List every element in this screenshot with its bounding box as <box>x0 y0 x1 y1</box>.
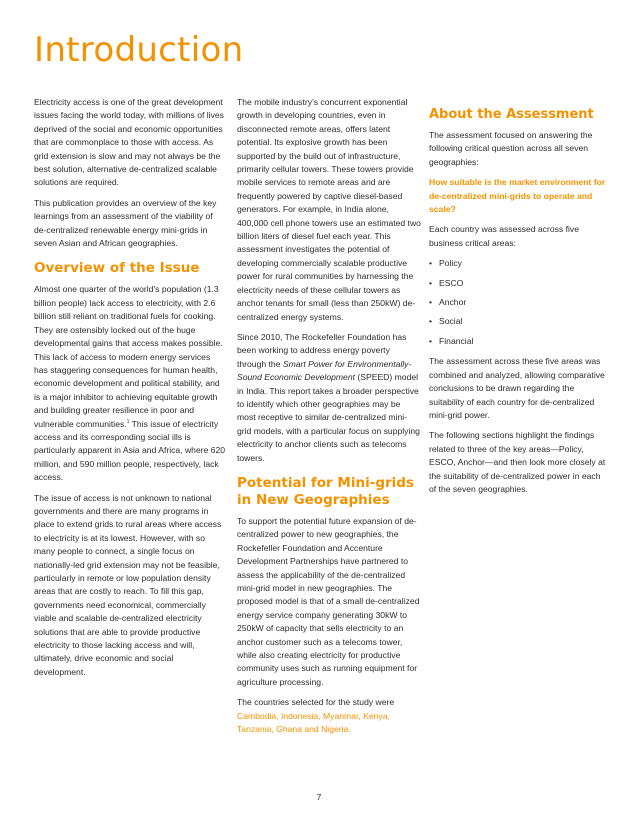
area-label: ESCO <box>439 277 464 288</box>
rockefeller-paragraph <box>237 331 421 465</box>
area-label: Financial <box>439 335 474 346</box>
assessment-focus-paragraph: The assessment focused on answering the following critical question across all seven geographies: <box>429 130 593 167</box>
overview-heading: Overview of the Issue <box>34 260 200 277</box>
list-item <box>429 257 609 270</box>
list-item <box>429 296 609 309</box>
expansion-paragraph: To support the potential future expansion of de-centralized power to new geographies, the Rockefeller Foundation and Accenture Development Partnerships have partnered to assess the applicability of the de-centralized mini-grid model in new geographies. The proposed model is that of a small de-centralized energy service company generating 30kW to 250kW of capacity that sells electricity to an anchor customer such as a telecoms tower, while also creating electricity for productive community uses such as running equipment for agriculture processing. <box>237 515 420 687</box>
list-item <box>429 315 609 328</box>
intro-paragraph-2: This publication provides an overview of the key learnings from an assessment of the viability of de-centralized renewable energy mini-grids in seven Asian and African geographies. <box>34 197 217 249</box>
mobile-industry-paragraph: The mobile industry’s concurrent exponential growth in developing countries, even in disconnected remote areas, offers latent potential. Its explosive growth has been supported by the build out of infrastructure, primarily cellular towers. These towers provide mobile services to remote areas and are frequently powered by captive diesel-based generators. For example, in India alone, 400,000 cell phone towers use an estimated two billion liters of diesel fuel each year. This assessment investigates the potential of developing commercially scalable productive power for rural communities by harnessing the electricity needs of these cellular towers as anchor tenants for small (less than 250kW) de-centralized energy systems. <box>237 97 421 322</box>
area-label: Policy <box>439 258 462 269</box>
column-left <box>34 96 226 686</box>
rockefeller-text-b: (SPEED) model in India. This report takes a broader perspective to identify which other geographies may be most receptive to similar de-centralized mini-grid models, with a particular focus on supplying electricity to anchor clients such as telecoms towers. <box>237 372 420 463</box>
critical-areas-list <box>429 257 609 348</box>
bullet-icon: • <box>429 297 433 308</box>
countries-paragraph <box>237 696 421 736</box>
bullet-icon: • <box>429 258 433 269</box>
bullet-icon: • <box>429 335 433 346</box>
overview-paragraph-1 <box>34 283 226 484</box>
page-title: Introduction <box>34 30 244 70</box>
column-right <box>429 96 609 503</box>
area-label: Anchor <box>439 297 467 308</box>
rockefeller-text-a: Since 2010, The Rockefeller Foundation has been working to address energy poverty through the <box>237 331 407 369</box>
overview-paragraph-2: The issue of access is not unknown to national governments and there are many programs in place to extend grids to rural areas where access to electricity is at its lowest. However, with so many people to connect, a single focus on nationally-led grid extension may not be feasible, particularly in remote or low population density areas that are costly to reach. To fill this gap, governments need economical, commercially viable and scalable de-centralized electricity solutions that are able to provide productive electricity to those lacking access and will, ultimately, drive economic and social development. <box>34 492 222 677</box>
key-question: How suitable is the market environment for de-centralized mini-grids to operate and scale? <box>429 177 606 215</box>
potential-heading: Potential for Mini-grids in New Geographies <box>237 474 414 508</box>
bullet-icon: • <box>429 277 433 288</box>
area-label: Social <box>439 316 463 327</box>
combined-analysis-paragraph: The assessment across these five areas was combined and analyzed, allowing comparative conclusions to be drawn regarding the suitability of each country for de-centralized mini-grid power. <box>429 356 605 420</box>
areas-intro: Each country was assessed across five business critical areas: <box>429 224 579 248</box>
about-heading: About the Assessment <box>429 107 594 122</box>
speed-model-name: Smart Power for Environmentally-Sound Economic Development <box>237 358 412 383</box>
findings-paragraph: The following sections highlight the findings related to three of the key areas—Policy, ESCO, Anchor—and then look more closely at the suitability of de-centralized power in each of the seven geographies. <box>429 430 606 494</box>
intro-paragraph-1: Electricity access is one of the great development issues facing the world today, with millions of lives deprived of the social and economic opportunities that are commonplace to those with access. As grid extension is slow and may not always be the best solution, alternative de-centralized scalable solutions are required. <box>34 97 224 188</box>
countries-list: Cambodia, Indonesia, Myanmar, Kenya, Tanzania, Ghana and Nigeria. <box>237 710 390 735</box>
list-item <box>429 335 609 348</box>
page-number: 7 <box>316 792 322 802</box>
column-middle <box>237 96 421 743</box>
overview-paragraph-1-text: Almost one quarter of the world’s population (1.3 billion people) lack access to electricity, with 2.6 billion still reliant on traditional fuels for cooking. They are ostensibly locked out of the huge developmental gains that access makes possible. This lack of access to modern energy services has staggering consequences for human health, economic development and political stability, and is a major inhibitor to achieving equitable growth and building greater resilience in poor and vulnerable communities. <box>34 284 223 429</box>
overview-paragraph-1-cont: This issue of electricity access and its corresponding social ills is particularly apparent in Asia and Africa, where 620 million, and 590 million people, respectively, lack access. <box>34 418 226 483</box>
countries-lead: The countries selected for the study were <box>237 697 395 708</box>
footnote-marker: 1 <box>126 418 130 425</box>
bullet-icon: • <box>429 316 433 327</box>
list-item <box>429 277 609 290</box>
